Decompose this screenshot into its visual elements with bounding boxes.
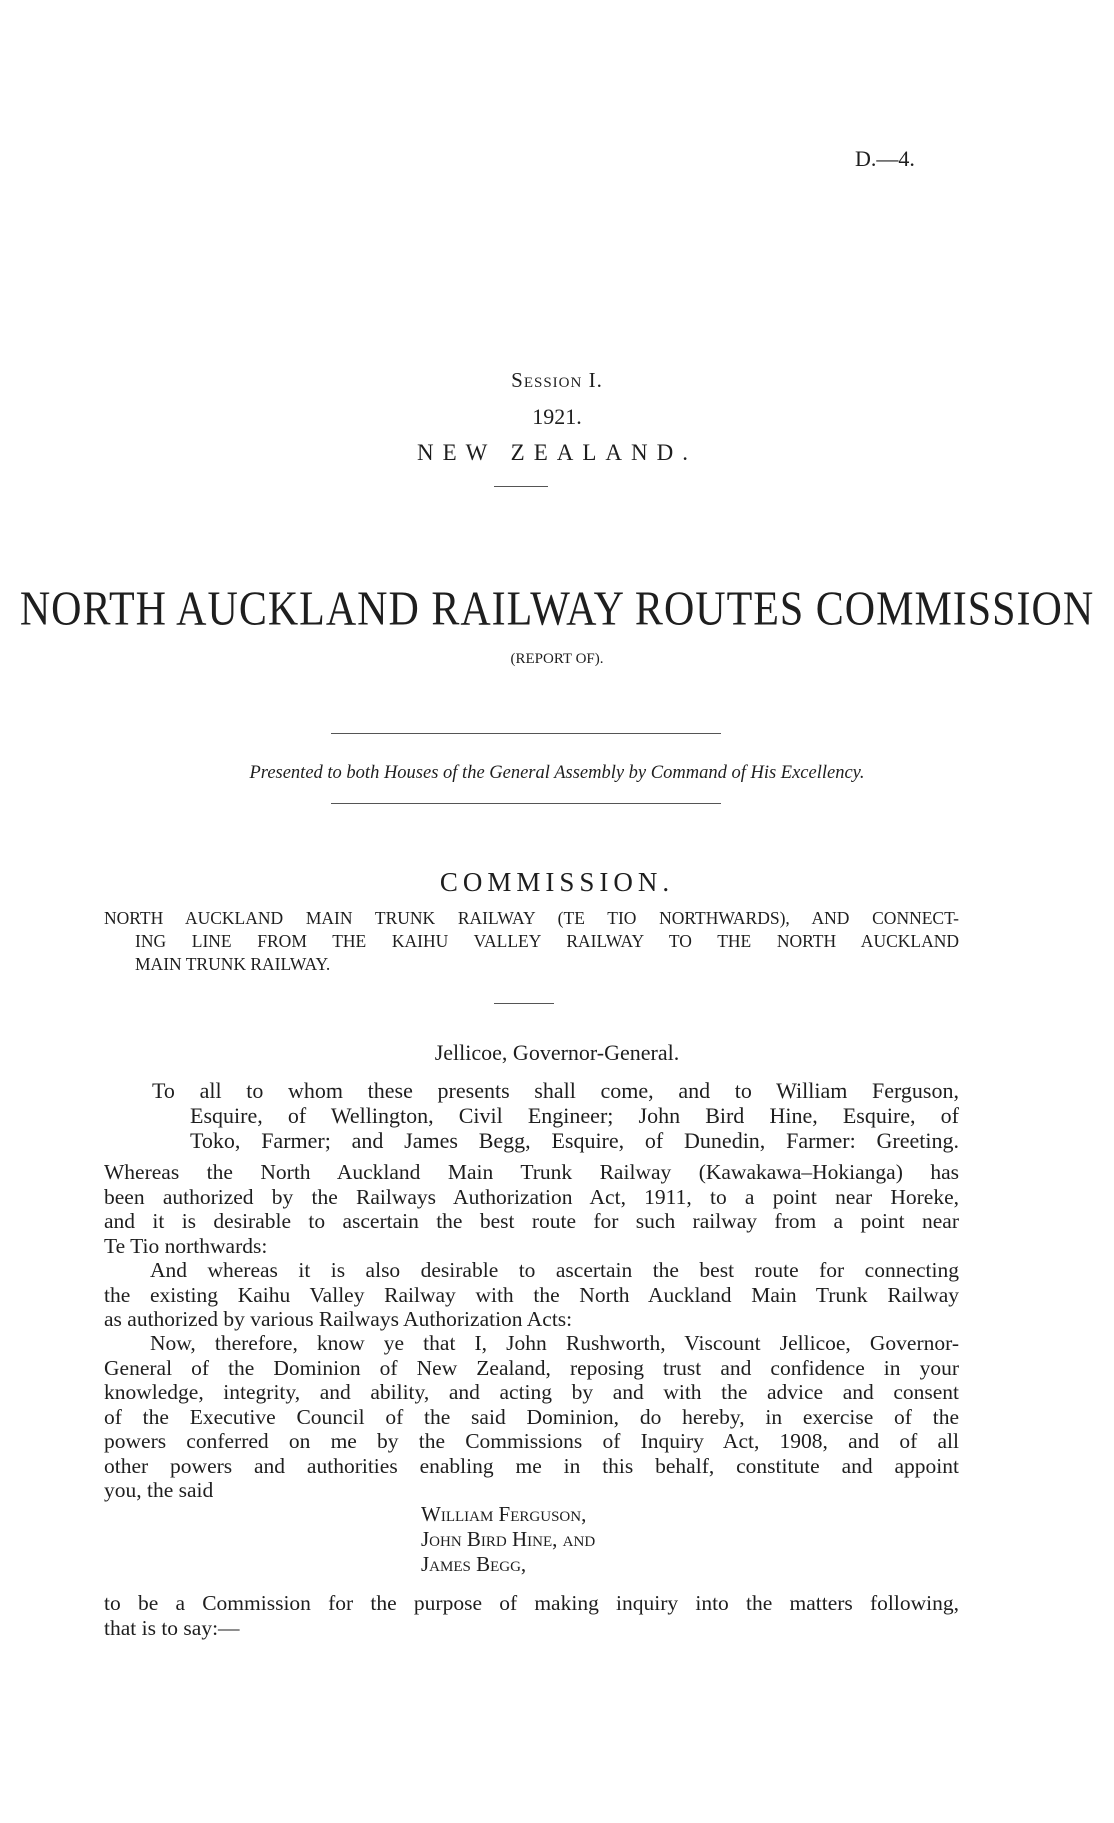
document-reference: D.—4. bbox=[855, 146, 915, 171]
divider-lower bbox=[331, 803, 721, 804]
text-line: other powers and authorities enabling me in this behalf, constitute and appoint bbox=[104, 1453, 959, 1478]
paragraph-purpose bbox=[104, 1591, 959, 1640]
text-line: General of the Dominion of New Zealand, reposing trust and confidence in your bbox=[104, 1355, 959, 1380]
short-divider-2 bbox=[494, 1003, 554, 1004]
address-line: To all to whom these presents shall come, and to William Ferguson, bbox=[152, 1078, 959, 1103]
short-divider bbox=[494, 486, 548, 487]
commission-subject-line: ING LINE FROM THE KAIHU VALLEY RAILWAY TO THE NORTH AUCKLAND bbox=[135, 931, 959, 951]
text-line: as authorized by various Railways Authorization Acts: bbox=[104, 1307, 573, 1331]
text-line: knowledge, integrity, and ability, and acting by and with the advice and consent bbox=[104, 1380, 959, 1404]
address-block bbox=[152, 1078, 959, 1153]
text-line: the existing Kaihu Valley Railway with the North Auckland Main Trunk Railway bbox=[104, 1282, 959, 1307]
governor-signature: Jellicoe, Governor-General. bbox=[434, 1040, 680, 1065]
commission-subject bbox=[104, 907, 959, 976]
year: 1921. bbox=[532, 404, 582, 429]
appointee-name: William Ferguson, bbox=[421, 1502, 587, 1526]
text-line: to be a Commission for the purpose of making inquiry into the matters following, bbox=[104, 1591, 959, 1615]
commission-subject-line: NORTH AUCKLAND MAIN TRUNK RAILWAY (TE TIO NORTHWARDS), AND CONNECT- bbox=[104, 908, 959, 928]
presentation-line: Presented to both Houses of the General Assembly by Command of His Excellency. bbox=[249, 763, 865, 783]
text-line: that is to say:— bbox=[104, 1615, 240, 1640]
text-line: powers conferred on me by the Commissions of Inquiry Act, 1908, and of all bbox=[104, 1429, 959, 1453]
text-line: been authorized by the Railways Authorization Act, 1911, to a point near Horeke, bbox=[104, 1184, 959, 1209]
address-line: Toko, Farmer; and James Begg, Esquire, of Dunedin, Farmer: Greeting. bbox=[190, 1128, 959, 1153]
paragraph-now-therefore bbox=[104, 1331, 959, 1503]
appointees-list bbox=[421, 1502, 595, 1577]
appointee-name: James Begg, bbox=[421, 1552, 527, 1576]
text-line: of the Executive Council of the said Dominion, do hereby, in exercise of the bbox=[104, 1404, 959, 1429]
text-line: And whereas it is also desirable to ascertain the best route for connecting bbox=[150, 1258, 959, 1282]
paragraph-and-whereas bbox=[104, 1258, 959, 1332]
text-line: Now, therefore, know ye that I, John Rushworth, Viscount Jellicoe, Governor- bbox=[150, 1331, 959, 1355]
text-line: and it is desirable to ascertain the best route for such railway from a point near bbox=[104, 1209, 959, 1233]
appointee-name: John Bird Hine, and bbox=[421, 1527, 596, 1551]
divider-upper bbox=[331, 733, 721, 734]
session-line: Session I. bbox=[511, 368, 603, 392]
document-subtitle: (REPORT OF). bbox=[510, 651, 604, 667]
commission-heading: COMMISSION. bbox=[439, 867, 675, 897]
text-line: you, the said bbox=[104, 1478, 214, 1502]
country: NEW ZEALAND. bbox=[416, 440, 698, 465]
address-line: Esquire, of Wellington, Civil Engineer; John Bird Hine, Esquire, of bbox=[190, 1103, 959, 1128]
text-line: Te Tio northwards: bbox=[104, 1233, 268, 1258]
paragraph-whereas bbox=[104, 1160, 959, 1258]
text-line: Whereas the North Auckland Main Trunk Railway (Kawakawa–Hokianga) has bbox=[104, 1160, 959, 1184]
document-title: NORTH AUCKLAND RAILWAY ROUTES COMMISSION bbox=[19, 583, 1095, 637]
commission-subject-line: MAIN TRUNK RAILWAY. bbox=[135, 954, 331, 974]
